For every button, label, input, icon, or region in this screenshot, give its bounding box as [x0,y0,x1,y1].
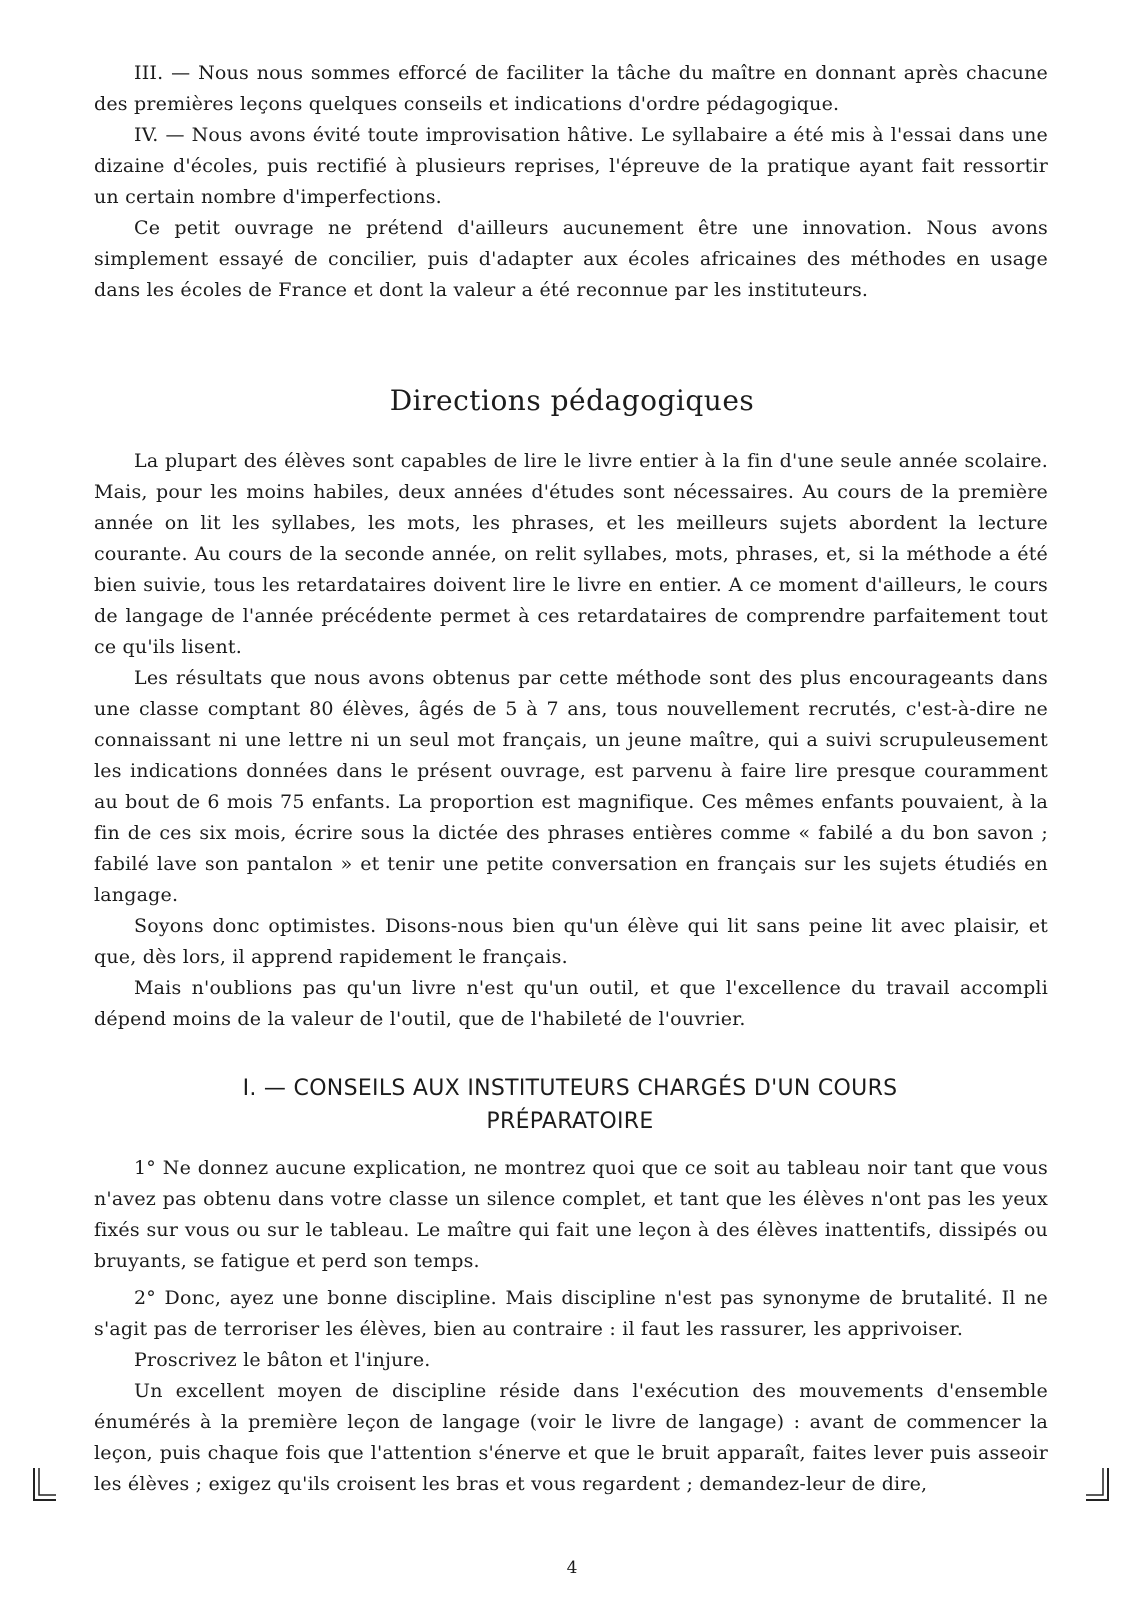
intro-section [94,58,1048,306]
paragraph-iii: III. — Nous nous sommes efforcé de faciliter la tâche du maître en donnant après chacune des premières leçons quelques conseils et indications d'ordre pédagogique. [94,62,1048,115]
section-title-conseils [170,1072,970,1138]
section-title-line-2: PRÉPARATOIRE [486,1109,654,1134]
paragraph-optimistes: Soyons donc optimistes. Disons-nous bien qu'un élève qui lit sans peine lit avec plaisir, et que, dès lors, il apprend rapidement le français. [94,915,1048,968]
crop-mark-right [1084,1466,1114,1506]
paragraph-resultats: Les résultats que nous avons obtenus par cette méthode sont des plus encourageants dans une classe comptant 80 élèves, âgés de 5 à 7 ans, tous nouvellement recrutés, c'est-à-dire ne connaissant ni une lettre ni un seul mot français, un jeune maître, qui a suivi scrupuleusement les indications données dans le présent ouvrage, est parvenu à faire lire presque couramment au bout de 6 mois 75 enfants. La proportion est magnifique. Ces mêmes enfants pouvaient, à la fin de ces six mois, écrire sous la dictée des phrases entières comme « fabilé a du bon savon ; fabilé lave son pantalon » et tenir une petite conversation en français sur les sujets étudiés en langage. [94,667,1048,906]
paragraph-rule-2: 2° Donc, ayez une bonne discipline. Mais discipline n'est pas synonyme de brutalité. Il ne s'agit pas de terroriser les élèves, bien au contraire : il faut les rassurer, les apprivoiser. [94,1287,1048,1340]
crop-mark-left [30,1466,58,1506]
paragraph-plupart: La plupart des élèves sont capables de lire le livre entier à la fin d'une seule année scolaire. Mais, pour les moins habiles, deux années d'études sont nécessaires. Au cours de la première année on lit les syllabes, les mots, les phrases, et les meilleurs sujets abordent la lecture courante. Au cours de la seconde année, on relit syllabes, mots, phrases, et, si la méthode a été bien suivie, tous les retardataires doivent lire le livre en entier. A ce moment d'ailleurs, le cours de langage de l'année précédente permet à ces retardataires de comprendre parfaitement tout ce qu'ils lisent. [94,450,1048,658]
paragraph-iv: IV. — Nous avons évité toute improvisation hâtive. Le syllabaire a été mis à l'essai dans une dizaine d'écoles, puis rectifié à plusieurs reprises, l'épreuve de la pratique ayant fait ressortir un certain nombre d'imperfections. [94,124,1048,208]
paragraph-outil: Mais n'oublions pas qu'un livre n'est qu'un outil, et que l'excellence du travail accompli dépend moins de la valeur de l'outil, que de l'habileté de l'ouvrier. [94,977,1048,1030]
section-title-directions: Directions pédagogiques [389,384,755,417]
paragraph-proscrivez: Proscrivez le bâton et l'injure. [134,1349,431,1371]
section-title-line-1: I. — CONSEILS AUX INSTITUTEURS CHARGÉS D'UN COURS [242,1076,898,1101]
directions-section [94,446,1048,1035]
paragraph-petit-ouvrage: Ce petit ouvrage ne prétend d'ailleurs aucunement être une innovation. Nous avons simplement essayé de concilier, puis d'adapter aux écoles africaines des méthodes en usage dans les écoles de France et dont la valeur a été reconnue par les instituteurs. [94,217,1048,301]
paragraph-discipline: Un excellent moyen de discipline réside dans l'exécution des mouvements d'ensemble énumérés à la première leçon de langage (voir le livre de langage) : avant de commencer la leçon, puis chaque fois que l'attention s'énerve et que le bruit apparaît, faites lever puis asseoir les élèves ; exigez qu'ils croisent les bras et vous regardent ; demandez-leur de dire, [94,1380,1048,1495]
page-number: 4 [566,1558,578,1578]
conseils-section [94,1153,1048,1500]
paragraph-rule-1: 1° Ne donnez aucune explication, ne montrez quoi que ce soit au tableau noir tant que vous n'avez pas obtenu dans votre classe un silence complet, et tant que les élèves n'ont pas les yeux fixés sur vous ou sur le tableau. Le maître qui fait une leçon à des élèves inattentifs, dissipés ou bruyants, se fatigue et perd son temps. [94,1157,1048,1272]
